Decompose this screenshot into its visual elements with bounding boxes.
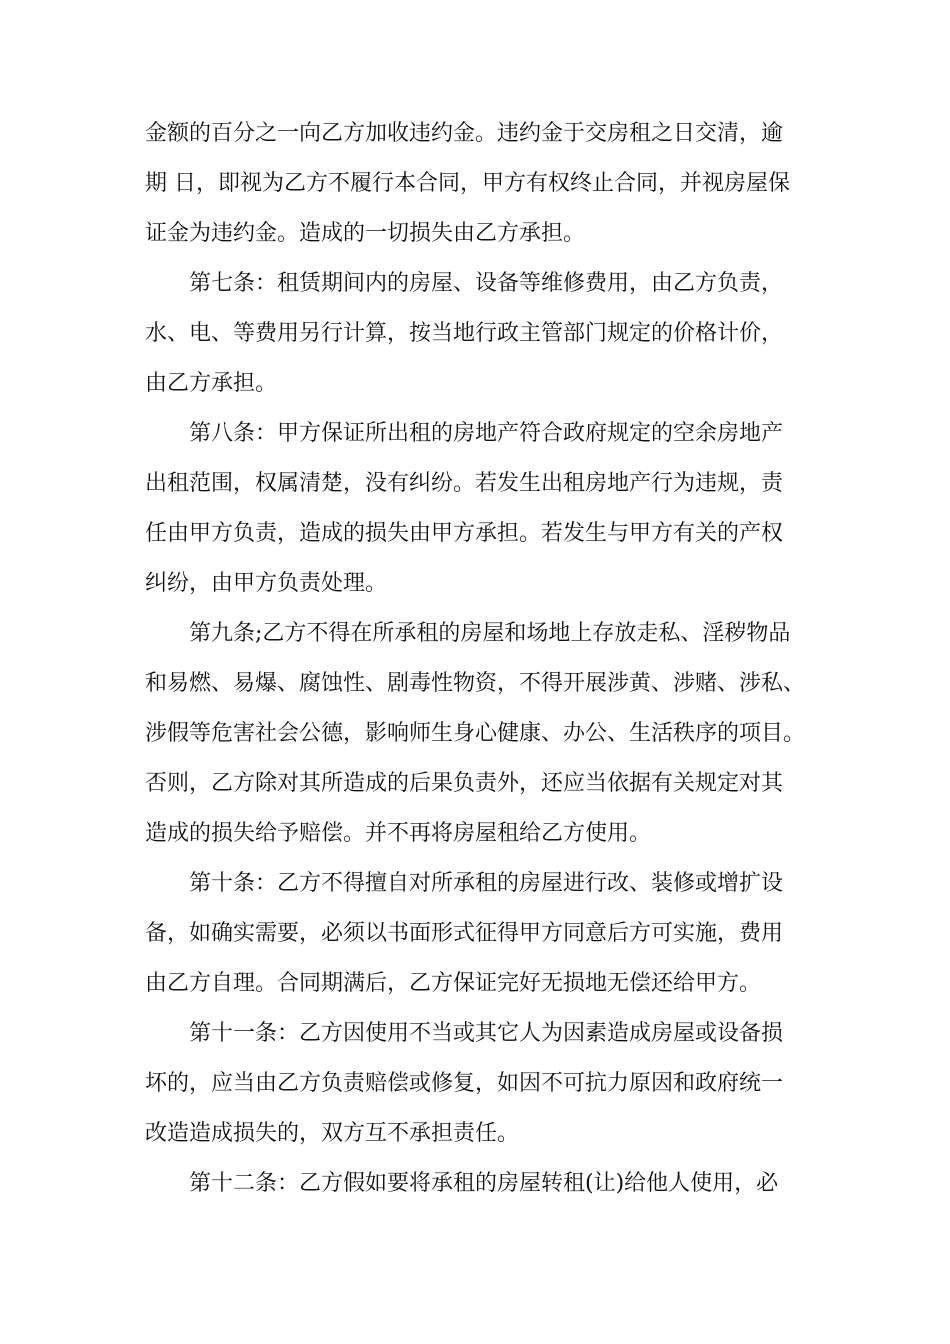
text-line: 证金为违约金。造成的一切损失由乙方承担。: [145, 221, 586, 246]
text-line: 期 日，即视为乙方不履行本合同，甲方有权终止合同，并视房屋保: [145, 171, 790, 196]
text-line: 坏的，应当由乙方负责赔偿或修复，如因不可抗力原因和政府统一: [145, 1071, 784, 1096]
article-8-heading-line: 第八条：甲方保证所出租的房地产符合政府规定的空余房地产: [189, 421, 784, 446]
text-line: 任由甲方负责，造成的损失由甲方承担。若发生与甲方有关的产权: [145, 521, 784, 546]
text-line: 备，如确实需要，必须以书面形式征得甲方同意后方可实施，费用: [145, 921, 784, 946]
text-line: 改造造成损失的，双方互不承担责任。: [145, 1121, 520, 1146]
text-line: 水、电、等费用另行计算，按当地行政主管部门规定的价格计价，: [145, 321, 784, 346]
article-7-heading-line: 第七条：租赁期间内的房屋、设备等维修费用，由乙方负责，: [189, 271, 784, 296]
text-line: 纠纷，由甲方负责处理。: [145, 571, 388, 596]
text-line: 和易燃、易爆、腐蚀性、剧毒性物资，不得开展涉黄、涉赌、涉私、: [145, 671, 806, 696]
article-9-heading-line: 第九条;乙方不得在所承租的房屋和场地上存放走私、淫秽物品: [189, 621, 791, 646]
text-line: 由乙方自理。合同期满后，乙方保证完好无损地无偿还给甲方。: [145, 971, 762, 996]
text-line: 造成的损失给予赔偿。并不再将房屋租给乙方使用。: [145, 821, 652, 846]
text-line: 涉假等危害社会公德，影响师生身心健康、办公、生活秩序的项目。: [145, 721, 806, 746]
article-11-heading-line: 第十一条：乙方因使用不当或其它人为因素造成房屋或设备损: [189, 1021, 784, 1046]
text-line: 出租范围，权属清楚，没有纠纷。若发生出租房地产行为违规，责: [145, 471, 784, 496]
article-10-heading-line: 第十条：乙方不得擅自对所承租的房屋进行改、装修或增扩设: [189, 871, 784, 896]
text-line: 由乙方承担。: [145, 371, 278, 396]
article-12-heading-line: 第十二条：乙方假如要将承租的房屋转租(让)给他人使用，必: [189, 1171, 779, 1196]
text-line: 金额的百分之一向乙方加收违约金。违约金于交房租之日交清，逾: [145, 121, 784, 146]
text-line: 否则，乙方除对其所造成的后果负责外，还应当依据有关规定对其: [145, 771, 784, 796]
